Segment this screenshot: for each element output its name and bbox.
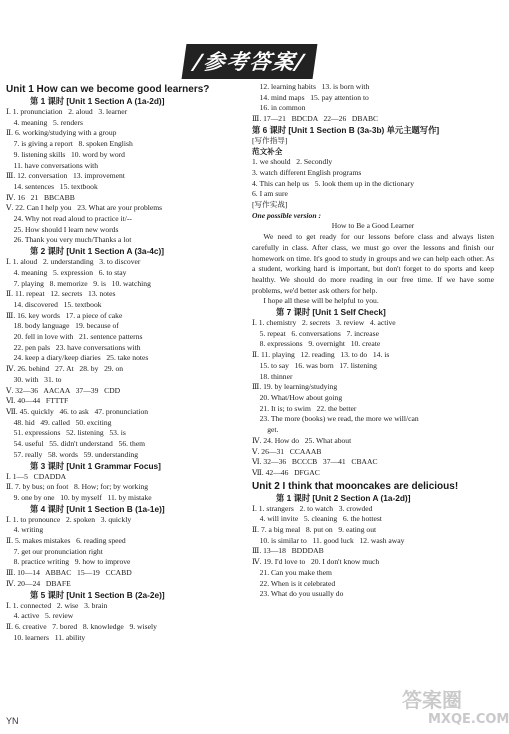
answer-line: Ⅲ. 19. by learning/studying (252, 382, 338, 392)
answer-block (252, 82, 494, 125)
answer-block (252, 318, 494, 479)
answer-line: Ⅱ. 7. by bus; on foot 8. How; for; by working (6, 482, 149, 492)
answer-block (6, 107, 244, 246)
answer-line: get. (252, 425, 279, 435)
answer-line: 5. repeat 6. conversations 7. increase (252, 328, 379, 338)
answer-line: 4. writing (6, 525, 44, 535)
answer-line: 8. practice writing 9. how to improve (6, 557, 131, 567)
answer-line: Ⅱ. 5. makes mistakes 6. reading speed (6, 536, 126, 546)
answer-line: Ⅶ. 42—46 DFGAC (252, 467, 320, 477)
answer-line: Ⅴ. 22. Can I help you 23. What are your problems (6, 203, 163, 213)
answer-line: 9. one by one 10. by myself 11. by mistake (6, 492, 152, 502)
answer-line: Ⅳ. 26. behind 27. At 28. by 29. on (6, 364, 124, 374)
answer-line: Ⅰ. 1. connected 2. wise 3. brain (6, 600, 108, 610)
page-code: YN (6, 716, 19, 726)
answer-line: Ⅰ. 1. to pronounce 2. spoken 3. quickly (6, 514, 132, 524)
answer-line: Ⅰ. 1—5 CDADDA (6, 471, 67, 481)
answer-line: Ⅳ. 24. How do 25. What about (252, 435, 352, 445)
answer-line: Ⅲ. 17—21 BDCDA 22—26 DBABC (252, 114, 379, 124)
answer-line: 4. active 5. review (6, 611, 74, 621)
essay-paragraph: We need to get ready for our lessons before class and always listen carefully in class. After class, we must go over the lessons and finish our homework on time. It's good to study in groups and we can help each other. As a student, working hard is important, but don't forget to do sports and keep healthy. We should do more reading in our free time. If we have some problems, we'd better ask others for help. (252, 232, 494, 295)
answer-block (6, 515, 244, 590)
answer-line: 12. learning habits 13. is born with (252, 82, 370, 91)
essay-title: How to Be a Good Learner (331, 221, 415, 231)
lesson-heading: 第 1 课时 [Unit 1 Section A (1a-2d)] (30, 96, 165, 106)
lesson-heading: 第 2 课时 [Unit 1 Section A (3a-4c)] (30, 246, 164, 257)
answer-line: 14. discovered 15. textbook (6, 299, 102, 309)
lesson-heading: 第 4 课时 [Unit 1 Section B (1a-1e)] (30, 503, 165, 514)
answer-block (6, 601, 244, 644)
answer-line: 30. with 31. to (6, 374, 62, 384)
answer-line: 14. mind maps 15. pay attention to (252, 92, 369, 102)
essay-paragraph: I hope all these will be helpful to you. (263, 296, 379, 306)
answer-line: 21. It is; to swim 22. the better (252, 403, 357, 413)
answer-line: Ⅲ. 13—18 BDDDAB (252, 546, 324, 556)
answer-line: 6. I am sure (252, 189, 288, 199)
unit-2-heading: Unit 2 I think that mooncakes are delicious! (252, 480, 459, 492)
answer-block (252, 157, 494, 200)
answer-line: 10. learners 11. ability (6, 632, 86, 642)
answer-line: 48. hid 49. called 50. exciting (6, 417, 112, 427)
section-tag: [写作实战] (252, 200, 288, 210)
answer-line: Ⅲ. 16. key words 17. a piece of cake (6, 310, 123, 320)
answer-line: 7. get our pronunciation right (6, 546, 103, 556)
answer-line: 1. we should 2. Secondly (252, 157, 333, 167)
answer-line: 7. playing 8. memorize 9. is 10. watching (6, 278, 151, 288)
answer-line: 22. When is it celebrated (252, 578, 336, 588)
answer-line: Ⅰ. 1. strangers 2. to watch 3. crowded (252, 503, 373, 513)
answer-line: 20. fell in love with 21. sentence patterns (6, 332, 143, 342)
watermark-url: MXQE.COM (428, 712, 509, 727)
answer-line: 7. is giving a report 8. spoken English (6, 139, 133, 149)
answer-line: 10. is similar to 11. good luck 12. wash away (252, 535, 405, 545)
answer-line: Ⅳ. 16 21 BBCABB (6, 192, 75, 202)
answer-line: 9. listening skills 10. word by word (6, 149, 125, 159)
answer-line: 16. in common (252, 103, 306, 113)
answer-line: Ⅳ. 20—24 DBAFE (6, 578, 71, 588)
section-tag: [写作指导] (252, 135, 288, 145)
page-title: /参考答案/ (182, 44, 318, 79)
answer-line: 4. will invite 5. cleaning 6. the hottest (252, 514, 382, 524)
answer-line: Ⅳ. 19. I'd love to 20. I don't know much (252, 557, 380, 567)
answer-line: 20. What/How about going (252, 392, 343, 402)
lesson-heading: 第 1 课时 [Unit 2 Section A (1a-2d)] (276, 492, 411, 503)
answer-line: 54. useful 55. didn't understand 56. them (6, 439, 146, 449)
answer-line: 22. pen pals 23. have conversations with (6, 342, 141, 352)
answer-line: Ⅶ. 45. quickly 46. to ask 47. pronunciation (6, 406, 149, 416)
answer-line: 11. have conversations with (6, 160, 99, 170)
answer-line: Ⅱ. 11. repeat 12. secrets 13. notes (6, 289, 116, 299)
answer-line: 14. sentences 15. textbook (6, 181, 98, 191)
answer-line: Ⅱ. 6. working/studying with a group (6, 128, 117, 138)
answer-line: 18. thinner (252, 371, 293, 381)
answer-line: 24. keep a diary/keep diaries 25. take notes (6, 353, 149, 363)
section-subtitle: 范文补全 (252, 146, 283, 156)
lesson-heading: 第 3 课时 [Unit 1 Grammar Focus] (30, 460, 161, 471)
possible-version-label: One possible version : (252, 210, 321, 220)
answer-line: Ⅵ. 32—36 BCCCB 37—41 CBAAC (252, 457, 378, 467)
answer-block (6, 472, 244, 504)
title-wrap (0, 44, 500, 79)
watermark-logo: 答案圈 (402, 688, 462, 712)
answer-line: 51. expressions 52. listening 53. is (6, 428, 126, 438)
answer-line: Ⅴ. 26—31 CCAAAB (252, 446, 322, 456)
answer-line: 18. body language 19. because of (6, 321, 119, 331)
answer-line: 4. meaning 5. expression 6. to stay (6, 267, 127, 277)
answer-line: Ⅲ. 10—14 ABBAC 15—19 CCABD (6, 568, 132, 578)
lesson-heading: 第 7 课时 [Unit 1 Self Check] (276, 307, 386, 318)
answer-line: 57. really 58. words 59. understanding (6, 449, 139, 459)
answer-line: Ⅲ. 12. conversation 13. improvement (6, 171, 125, 181)
answer-line: 8. expressions 9. overnight 10. create (252, 339, 381, 349)
answer-block (252, 504, 494, 600)
answer-line: 23. The more (books) we read, the more we will/can (252, 414, 419, 424)
answer-line: 4. meaning 5. renders (6, 117, 83, 127)
answer-line: 3. watch different English programs (252, 167, 362, 177)
answer-line: 26. Thank you very much/Thanks a lot (6, 235, 132, 245)
answer-line: 24. Why not read aloud to practice it/-- (6, 214, 132, 224)
answer-line: 15. to say 16. was born 17. listening (252, 360, 377, 370)
lesson-heading: 第 5 课时 [Unit 1 Section B (2a-2e)] (30, 589, 165, 600)
answer-block (6, 257, 244, 460)
answer-line: 25. How should I learn new words (6, 224, 119, 234)
answer-line: Ⅰ. 1. aloud 2. understanding 3. to discover (6, 257, 141, 267)
right-column (252, 82, 494, 600)
left-column (6, 82, 244, 643)
answer-line: Ⅱ. 7. a big meal 8. put on 9. eating out (252, 525, 377, 535)
answer-line: Ⅰ. 1. chemistry 2. secrets 3. review 4. active (252, 318, 396, 328)
answer-line: 4. This can help us 5. look them up in the dictionary (252, 178, 415, 188)
answer-line: 23. What do you usually do (252, 589, 344, 599)
answer-line: 21. Can you make them (252, 567, 332, 577)
lesson-heading: 第 6 课时 [Unit 1 Section B (3a-3b) 单元主题写作] (252, 124, 440, 135)
answer-line: Ⅱ. 11. playing 12. reading 13. to do 14. is (252, 350, 390, 360)
answer-line: Ⅱ. 6. creative 7. bored 8. knowledge 9. wisely (6, 621, 157, 631)
unit-1-heading: Unit 1 How can we become good learners? (6, 84, 210, 95)
answer-line: Ⅴ. 32—36 AACAA 37—39 CDD (6, 385, 121, 395)
answer-line: Ⅰ. 1. pronunciation 2. aloud 3. learner (6, 107, 128, 116)
answer-line: Ⅵ. 40—44 FTTTF (6, 396, 69, 406)
